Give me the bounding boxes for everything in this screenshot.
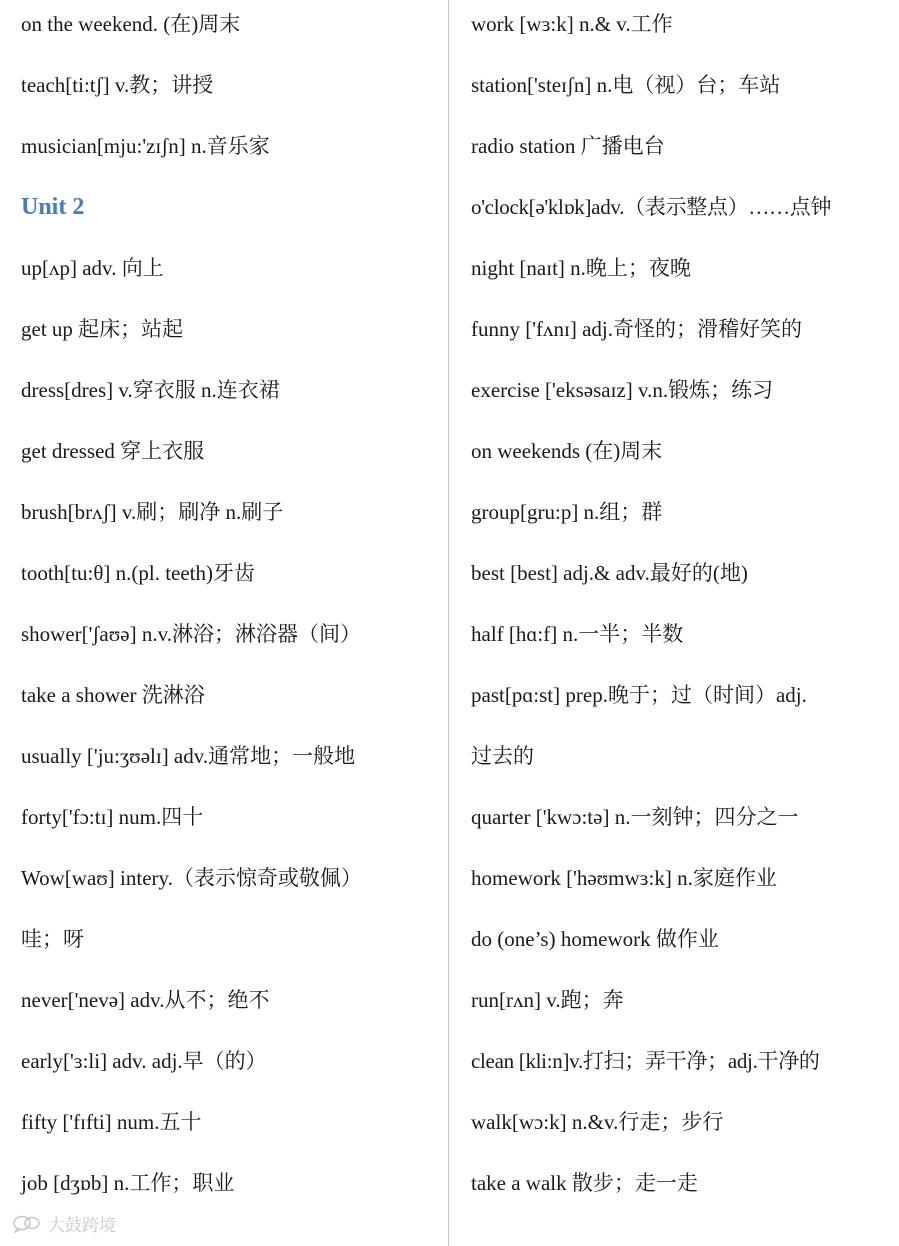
unit-heading: Unit 2 xyxy=(21,194,85,220)
vocab-entry: do (one’s) homework 做作业 xyxy=(471,927,719,951)
vocab-entry: radio station 广播电台 xyxy=(471,134,665,158)
vocab-entry: shower['ʃaʊə] n.v.淋浴；淋浴器（间） xyxy=(21,622,361,646)
vocab-entry: funny ['fʌnɪ] adj.奇怪的；滑稽好笑的 xyxy=(471,317,802,341)
vocab-entry: station['steɪʃn] n.电（视）台；车站 xyxy=(471,73,781,97)
vocab-entry: run[rʌn] v.跑；奔 xyxy=(471,988,624,1012)
vocab-entry: homework ['həʊmwɜ:k] n.家庭作业 xyxy=(471,866,777,890)
vocab-entry: on the weekend. (在)周末 xyxy=(21,12,241,36)
vocab-entry: dress[dres] v.穿衣服 n.连衣裙 xyxy=(21,378,280,402)
vocab-entry: group[gru:p] n.组；群 xyxy=(471,500,663,524)
vocab-entry: night [naɪt] n.晚上；夜晚 xyxy=(471,256,691,280)
watermark xyxy=(12,1211,116,1236)
vocab-entry-continued: 哇；呀 xyxy=(21,927,84,951)
watermark-text: 大鼓跨境 xyxy=(48,1216,116,1235)
vocab-entry: get up 起床；站起 xyxy=(21,317,184,341)
vocab-entry: tooth[tu:θ] n.(pl. teeth)牙齿 xyxy=(21,561,256,585)
vocab-entry: Wow[waʊ] intery.（表示惊奇或敬佩） xyxy=(21,866,362,890)
vocab-entry: half [hɑ:f] n.一半；半数 xyxy=(471,622,684,646)
vocab-entry: usually ['ju:ʒʊəlɪ] adv.通常地；一般地 xyxy=(21,744,356,768)
vocab-entry: walk[wɔ:k] n.&v.行走；步行 xyxy=(471,1110,724,1134)
vocab-entry: clean [kli:n]v.打扫；弄干净；adj.干净的 xyxy=(471,1049,820,1073)
vocab-entry: past[pɑ:st] prep.晚于；过（时间）adj. xyxy=(471,683,807,707)
vocab-entry: never['nevə] adv.从不；绝不 xyxy=(21,988,270,1012)
vocab-entry: take a shower 洗淋浴 xyxy=(21,683,205,707)
vocab-entry: forty['fɔ:tɪ] num.四十 xyxy=(21,805,204,829)
vocab-entry: take a walk 散步；走一走 xyxy=(471,1171,698,1195)
vocab-entry: early['ɜ:li] adv. adj.早（的） xyxy=(21,1049,267,1073)
vocab-entry: work [wɜ:k] n.& v.工作 xyxy=(471,12,673,36)
vocab-entry: teach[ti:tʃ] v.教；讲授 xyxy=(21,73,214,97)
vocab-entry: musician[mju:'zɪʃn] n.音乐家 xyxy=(21,134,270,158)
vocab-entry: up[ʌp] adv. 向上 xyxy=(21,256,164,280)
vocab-entry: brush[brʌʃ] v.刷；刷净 n.刷子 xyxy=(21,500,284,524)
vocab-entry: get dressed 穿上衣服 xyxy=(21,439,205,463)
vocab-entry: o'clock[ə'klɒk]adv.（表示整点）……点钟 xyxy=(471,195,832,219)
vocab-entry-continued: 过去的 xyxy=(471,744,534,768)
vocab-entry: quarter ['kwɔ:tə] n.一刻钟；四分之一 xyxy=(471,805,799,829)
chat-bubbles-logo-icon xyxy=(12,1214,42,1234)
vocab-entry: fifty ['fɪfti] num.五十 xyxy=(21,1110,202,1134)
vocab-entry: job [dʒɒb] n.工作；职业 xyxy=(21,1171,235,1195)
vocab-entry: best [best] adj.& adv.最好的(地) xyxy=(471,561,748,585)
vocab-entry: on weekends (在)周末 xyxy=(471,439,663,463)
column-divider xyxy=(448,0,449,1246)
vocab-entry: exercise ['eksəsaɪz] v.n.锻炼；练习 xyxy=(471,378,774,402)
